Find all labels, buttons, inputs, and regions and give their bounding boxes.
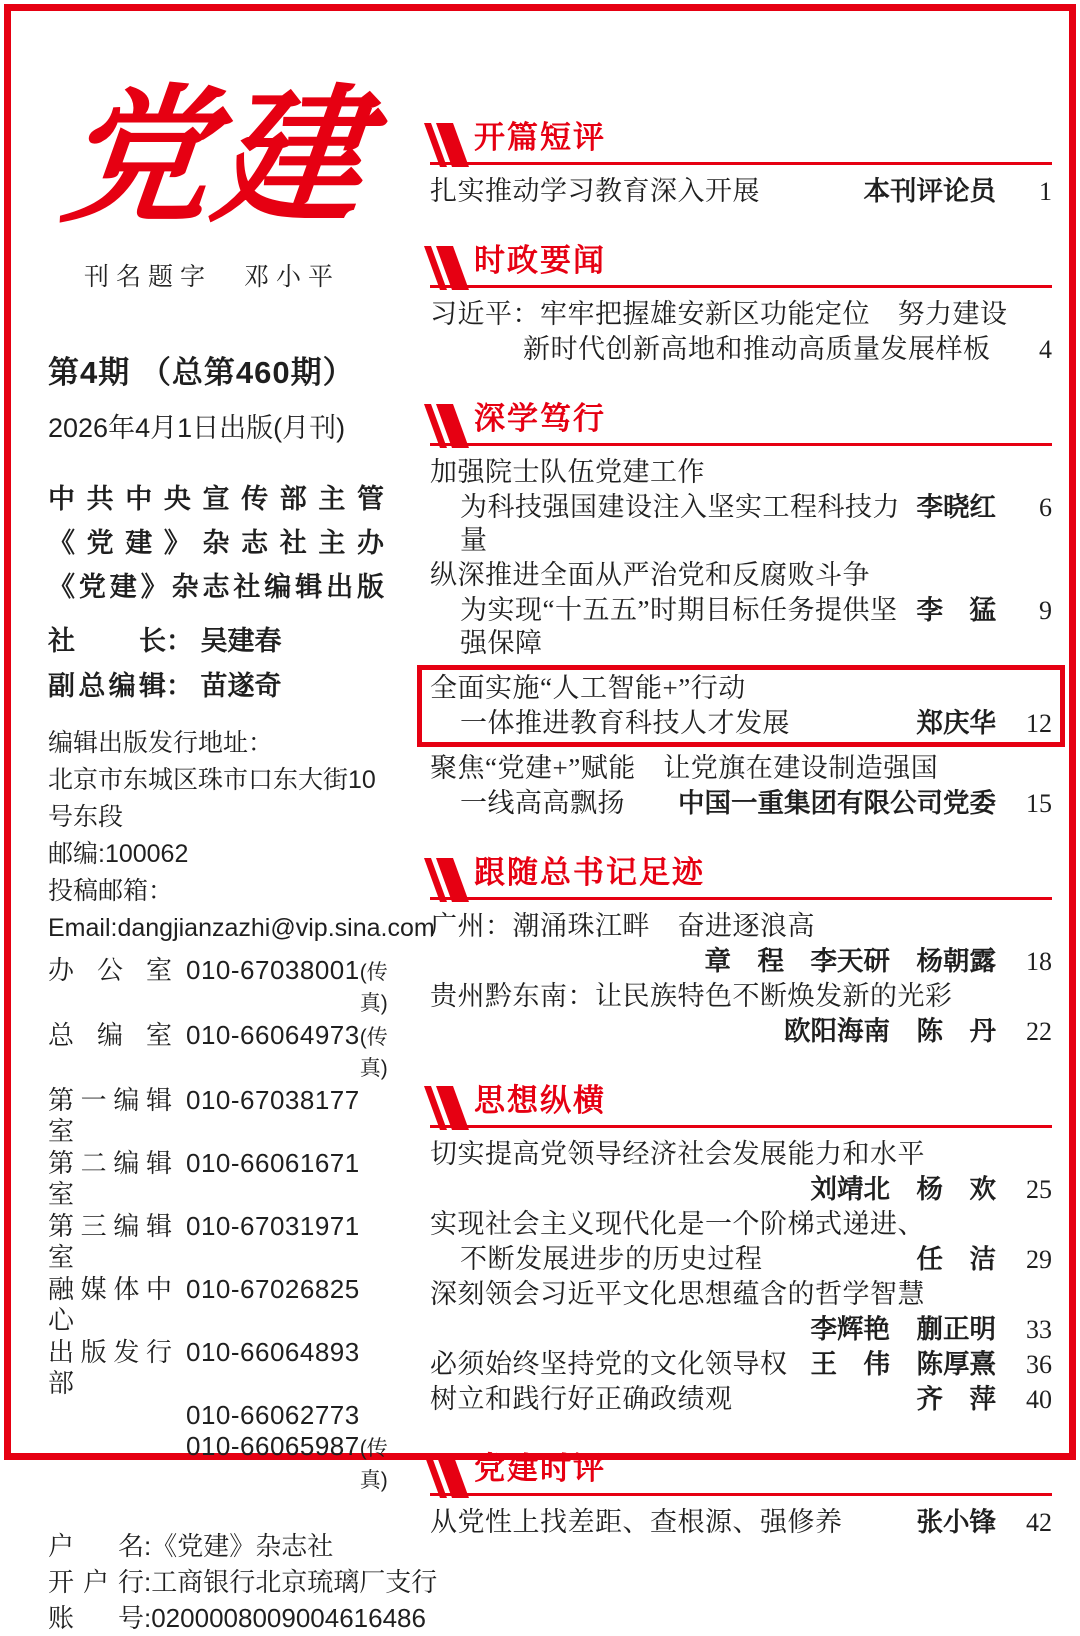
phone-row: [48, 1337, 400, 1400]
article-title: 全面实施“人工智能+”行动: [430, 673, 746, 703]
phone-number: 010-67038177: [186, 1084, 360, 1115]
address-line: 邮编:100062: [48, 839, 189, 868]
toc-section: [430, 1075, 1052, 1417]
article-author: 王 伟 陈厚熹: [810, 1349, 996, 1379]
phone-row: [48, 1148, 400, 1211]
staff-name: ： 苗遂奇: [166, 670, 282, 701]
article-title: 聚焦“党建+”赋能 让党旗在建设制造强国: [430, 753, 939, 783]
address-block: [48, 725, 435, 947]
article-title: 为科技强国建设注入坚实工程科技力量: [460, 492, 900, 555]
article-title: 一体推进教育科技人才发展: [460, 708, 790, 738]
staff-name: ： 吴建春: [166, 625, 282, 656]
phone-number: 010-66061671: [186, 1147, 360, 1178]
article-title: 习近平：牢牢把握雄安新区功能定位 努力建设: [430, 299, 1008, 329]
toc-row: [430, 979, 1052, 1014]
toc-section: [430, 235, 1052, 367]
toc-row: [430, 1014, 1052, 1049]
article-page-number: 29: [1026, 1245, 1052, 1274]
phone-fax-note: (传真): [359, 1437, 388, 1492]
phone-number: 010-67031971: [186, 1210, 360, 1241]
section-header: [430, 235, 1052, 288]
toc-row: [430, 671, 1052, 706]
article-title: 为实现“十五五”时期目标任务提供坚强保障: [460, 595, 898, 658]
phone-label: 第一编辑室: [48, 1084, 172, 1147]
staff-row: [48, 619, 400, 664]
phone-row: [48, 955, 400, 1020]
article-author: 中国一重集团有限公司党委: [678, 788, 996, 818]
article-author: 刘靖北 杨 欢: [810, 1174, 996, 1204]
account-value: :0200008009004616486: [144, 1603, 426, 1634]
toc-row: [430, 944, 1052, 979]
toc-row: [430, 297, 1052, 332]
toc-sections: [430, 112, 1052, 1540]
phone-number: 010-66065987: [186, 1431, 360, 1462]
article-page-number: 40: [1026, 1385, 1052, 1414]
article-page-number: 33: [1026, 1315, 1052, 1344]
article-title: 新时代创新高地和推动高质量发展样板: [523, 334, 991, 364]
account-row: [48, 1528, 400, 1564]
issue-number: 第4期 （总第460期）: [48, 354, 355, 390]
article-title: 扎实推动学习教育深入开展: [430, 176, 760, 206]
toc-row: [430, 1505, 1052, 1540]
phone-number: 010-66064893: [186, 1336, 360, 1367]
section-title: 深学笃行: [474, 401, 606, 436]
article-title: 树立和践行好正确政绩观: [430, 1384, 733, 1414]
article-author: 欧阳海南 陈 丹: [784, 1016, 996, 1046]
article-title: 从党性上找差距、查根源、强修养: [430, 1507, 843, 1537]
account-value: :工商银行北京琉璃厂支行: [144, 1567, 438, 1598]
publisher-info: [48, 477, 384, 609]
toc-row: [430, 1137, 1052, 1172]
bank-account-block: [48, 1528, 438, 1636]
toc-row: [430, 1382, 1052, 1417]
account-label: 开户行: [48, 1567, 144, 1598]
toc-rows: [430, 174, 1052, 209]
section-title: 思想纵横: [474, 1083, 606, 1118]
toc-rows: [430, 1137, 1052, 1417]
account-row: [48, 1600, 426, 1636]
article-author: 章 程 李天研 杨朝露: [704, 946, 996, 976]
article-title: 贵州黔东南：让民族特色不断焕发新的光彩: [430, 981, 953, 1011]
magazine-logo: 党建: [54, 69, 377, 243]
toc-section: [430, 112, 1052, 209]
toc-row: [430, 751, 1052, 786]
staff-list: [48, 619, 400, 709]
section-flag-icon: [432, 1454, 461, 1498]
article-author: 本刊评论员: [863, 176, 996, 206]
section-header: [430, 112, 1052, 165]
toc-rows: [430, 1505, 1052, 1540]
section-title: 时政要闻: [474, 243, 606, 278]
staff-row: [48, 664, 400, 709]
phone-row: [48, 1400, 400, 1432]
article-page-number: 25: [1026, 1175, 1052, 1204]
phone-fax-note: (传真): [359, 960, 388, 1016]
staff-label: 副总编辑: [48, 670, 166, 701]
toc-row: [430, 1277, 1052, 1312]
phone-row: [48, 1274, 400, 1337]
section-title: 开篇短评: [474, 120, 606, 155]
phone-list: [48, 955, 400, 1497]
section-flag-icon: [432, 123, 461, 167]
phone-fax-note: (传真): [359, 1025, 388, 1081]
phone-label: 出版发行部: [48, 1336, 172, 1399]
article-author: 李辉艳 蒯正明: [810, 1314, 996, 1344]
toc-section: [430, 393, 1052, 821]
section-header: [430, 1075, 1052, 1128]
toc-row: [430, 332, 1052, 367]
toc-row: [430, 786, 1052, 821]
account-label: 户名: [48, 1531, 144, 1562]
article-title: 一线高高飘扬: [460, 788, 625, 818]
toc-row: [430, 706, 1052, 741]
toc-rows: [430, 909, 1052, 1049]
phone-number: 010-67026825: [186, 1273, 360, 1304]
highlight-box: [417, 665, 1065, 747]
phone-number: 010-67038001: [186, 954, 360, 985]
staff-label: 社长: [48, 625, 166, 656]
article-page-number: 15: [1026, 789, 1052, 818]
phone-row: [48, 1211, 400, 1274]
section-header: [430, 1443, 1052, 1496]
phone-label: 办公室: [48, 954, 172, 985]
section-header: [430, 847, 1052, 900]
article-page-number: 18: [1026, 947, 1052, 976]
toc-section: [430, 1443, 1052, 1540]
article-author: 任 洁: [916, 1244, 996, 1274]
article-author: 张小锋: [916, 1507, 996, 1537]
toc-row: [430, 909, 1052, 944]
section-flag-icon: [432, 858, 461, 902]
toc-row: [430, 593, 1052, 661]
article-page-number: 9: [1039, 596, 1052, 625]
article-title: 不断发展进步的历史过程: [460, 1244, 763, 1274]
article-page-number: 22: [1026, 1017, 1052, 1046]
account-row: [48, 1564, 438, 1600]
toc-rows: [430, 297, 1052, 367]
article-title: 实现社会主义现代化是一个阶梯式递进、: [430, 1209, 925, 1239]
article-page-number: 36: [1026, 1350, 1052, 1379]
article-page-number: 1: [1039, 177, 1052, 206]
article-page-number: 42: [1026, 1508, 1052, 1537]
article-page-number: 4: [1039, 335, 1052, 364]
publish-date: 2026年4月1日出版(月刊): [48, 412, 346, 443]
phone-number: 010-66062773: [186, 1399, 360, 1430]
section-header: [430, 393, 1052, 446]
toc-row: [430, 1312, 1052, 1347]
address-line: 编辑出版发行地址：: [48, 728, 274, 757]
address-line: 投稿邮箱：: [48, 876, 174, 905]
phone-label: 总编室: [48, 1019, 172, 1050]
account-value: :《党建》杂志社: [144, 1531, 334, 1562]
article-title: 纵深推进全面从严治党和反腐败斗争: [430, 560, 870, 590]
toc-row: [430, 558, 1052, 593]
toc-column: [430, 0, 1052, 1537]
phone-label: 第三编辑室: [48, 1210, 172, 1273]
article-page-number: 12: [1026, 709, 1052, 738]
article-author: 郑庆华: [916, 708, 996, 738]
toc-rows: [430, 455, 1052, 821]
article-title: 切实提高党领导经济社会发展能力和水平: [430, 1139, 925, 1169]
phone-number: 010-66064973: [186, 1019, 360, 1050]
toc-row: [430, 174, 1052, 209]
article-author: 齐 萍: [916, 1384, 996, 1414]
article-title: 深刻领会习近平文化思想蕴含的哲学智慧: [430, 1279, 925, 1309]
page-columns: [48, 0, 1052, 1634]
phone-row: [48, 1085, 400, 1148]
article-title: 加强院士队伍党建工作: [430, 457, 705, 487]
phone-row: [48, 1020, 400, 1085]
article-page-number: 6: [1039, 493, 1052, 522]
masthead-column: [48, 0, 438, 1634]
article-author: 李 猛: [916, 595, 996, 625]
article-title: 必须始终坚持党的文化领导权: [430, 1349, 788, 1379]
toc-row: [430, 455, 1052, 490]
address-line: Email:dangjianzazhi@vip.sina.com: [48, 913, 435, 942]
toc-row: [430, 1242, 1052, 1277]
toc-row: [430, 1347, 1052, 1382]
section-flag-icon: [432, 1086, 461, 1130]
phone-label: 融媒体中心: [48, 1273, 172, 1336]
publisher-line: 《党建》杂志社主办: [48, 527, 384, 558]
section-title: 跟随总书记足迹: [474, 855, 705, 890]
toc-section: [430, 847, 1052, 1049]
phone-label: 第二编辑室: [48, 1147, 172, 1210]
toc-row: [430, 1172, 1052, 1207]
section-flag-icon: [432, 404, 461, 448]
publisher-line: 中共中央宣传部主管: [48, 483, 384, 514]
toc-row: [430, 490, 1052, 558]
account-label: 账号: [48, 1603, 144, 1634]
article-title: 广州：潮涌珠江畔 奋进逐浪高: [430, 911, 815, 941]
address-line: 北京市东城区珠市口东大街10号东段: [48, 765, 376, 831]
section-title: 党建时评: [474, 1451, 606, 1486]
publisher-line: 《党建》杂志社编辑出版: [48, 571, 384, 602]
section-flag-icon: [432, 246, 461, 290]
logo-caption: 刊名题字 邓小平: [84, 263, 341, 291]
toc-row: [430, 1207, 1052, 1242]
article-author: 李晓红: [916, 492, 996, 522]
